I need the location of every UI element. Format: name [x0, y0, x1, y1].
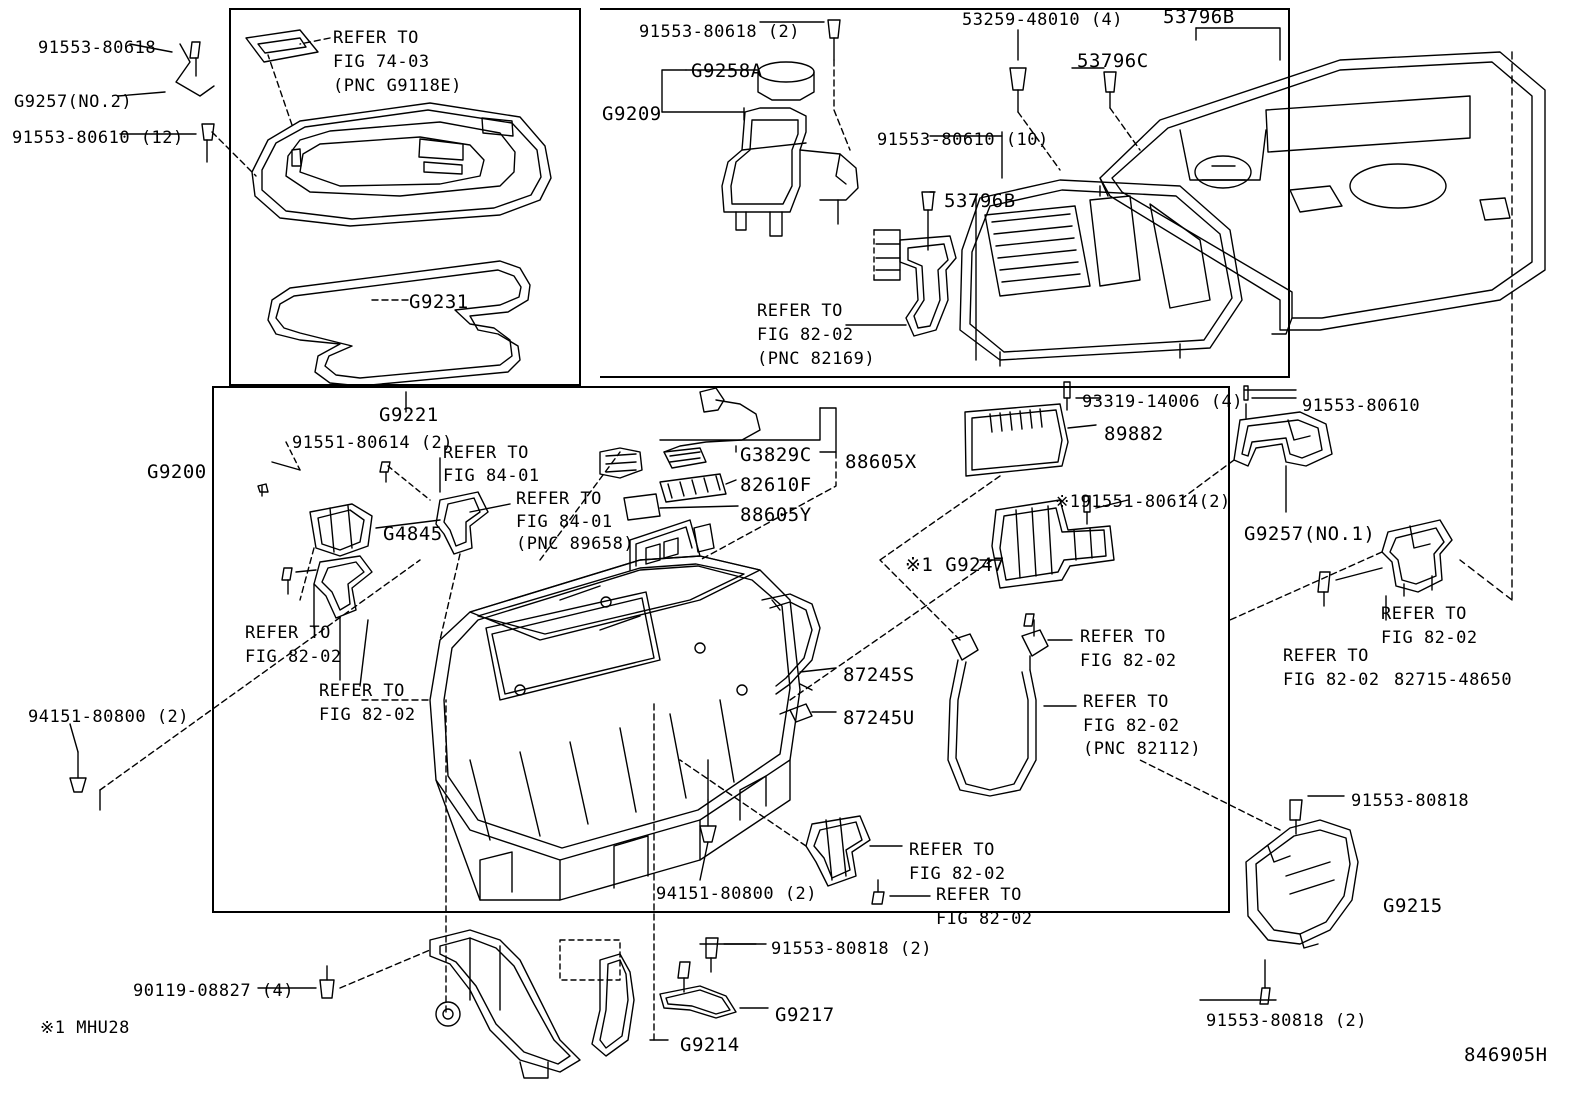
- label-53796b-top: 53796B: [1163, 6, 1235, 28]
- label-87245s: 87245S: [843, 664, 915, 686]
- label-90119-08827-4: 90119-08827 (4): [133, 981, 295, 1001]
- label-94151-80800-2-center: 94151-80800 (2): [656, 884, 818, 904]
- label-91551-80614-2: 91551-80614 (2): [292, 433, 454, 453]
- label-91553-80618-left: 91553-80618: [38, 38, 157, 58]
- label-refer-fig82-02-r1-line2: FIG 82-02: [1381, 628, 1478, 648]
- label-refer-82169-line2: FIG 82-02: [757, 325, 854, 345]
- label-refer-fig82-02-l1-line1: REFER TO: [245, 623, 331, 643]
- label-g4845: G4845: [383, 523, 443, 545]
- label-91553-80818-right: 91553-80818: [1351, 791, 1470, 811]
- label-g3829c: G3829C: [740, 444, 812, 466]
- label-g9231: G9231: [409, 291, 469, 313]
- label-91553-80610-right: 91553-80610: [1302, 396, 1421, 416]
- label-refer-fig82-02-r2-line2: FIG 82-02: [1283, 670, 1380, 690]
- label-refer-to-fig74-03-line2: FIG 74-03: [333, 52, 430, 72]
- label-refer-fig82-02-b1-line1: REFER TO: [909, 840, 995, 860]
- label-g9214: G9214: [680, 1034, 740, 1056]
- label-91553-80818-2-center: 91553-80818 (2): [771, 939, 933, 959]
- label-g9209: G9209: [602, 103, 662, 125]
- label-refer-fig84-01-b-line3: (PNC 89658): [516, 534, 635, 554]
- label-refer-fig84-01-a-line1: REFER TO: [443, 443, 529, 463]
- label-g9217: G9217: [775, 1004, 835, 1026]
- label-refer-82112-line3: (PNC 82112): [1083, 739, 1202, 759]
- label-g9215: G9215: [1383, 895, 1443, 917]
- label-refer-fig82-02-l1-line2: FIG 82-02: [245, 647, 342, 667]
- label-refer-82169-line1: REFER TO: [757, 301, 843, 321]
- label-91553-80610-10: 91553-80610 (10): [877, 130, 1049, 150]
- label-82715-48650: 82715-48650: [1394, 670, 1513, 690]
- label-g9257-no2: G9257(NO.2): [14, 92, 133, 112]
- label-g9200: G9200: [147, 461, 207, 483]
- label-refer-fig82-02-l2-line2: FIG 82-02: [319, 705, 416, 725]
- label-refer-82112-line2: FIG 82-02: [1083, 716, 1180, 736]
- label-refer-fig82-02-r2-line1: REFER TO: [1283, 646, 1369, 666]
- label-refer-fig82-02-c1-line1: REFER TO: [1080, 627, 1166, 647]
- figure-id: 846905H: [1464, 1044, 1548, 1066]
- label-refer-fig82-02-b2-line2: FIG 82-02: [936, 909, 1033, 929]
- label-91553-80610-12: 91553-80610 (12): [12, 128, 184, 148]
- label-53259-48010-4: 53259-48010 (4): [962, 10, 1124, 30]
- label-refer-82169-line3: (PNC 82169): [757, 349, 876, 369]
- label-refer-fig82-02-c1-line2: FIG 82-02: [1080, 651, 1177, 671]
- label-53796c: 53796C: [1077, 50, 1149, 72]
- label-g9247: ※1 G9247: [905, 554, 1005, 576]
- label-94151-80800-2-left: 94151-80800 (2): [28, 707, 190, 727]
- label-g9258a: G9258A: [691, 60, 763, 82]
- footnote-mhu28: ※1 MHU28: [40, 1018, 130, 1038]
- main-assembly-box: [212, 386, 1230, 913]
- label-refer-fig82-02-b2-line1: REFER TO: [936, 885, 1022, 905]
- label-refer-to-fig74-03-line1: REFER TO: [333, 28, 419, 48]
- label-refer-fig82-02-r1-line1: REFER TO: [1381, 604, 1467, 624]
- label-g9221: G9221: [379, 404, 439, 426]
- label-93319-14006-4: 93319-14006 (4): [1082, 392, 1244, 412]
- label-91553-80618-2: 91553-80618 (2): [639, 22, 801, 42]
- label-89882: 89882: [1104, 423, 1164, 445]
- label-refer-to-fig74-03-line3: (PNC G9118E): [333, 76, 462, 96]
- label-g9257-no1: G9257(NO.1): [1244, 523, 1376, 545]
- label-refer-fig84-01-a-line2: FIG 84-01: [443, 466, 540, 486]
- label-82610f: 82610F: [740, 474, 812, 496]
- label-88605x: 88605X: [845, 451, 917, 473]
- label-refer-fig84-01-b-line2: FIG 84-01: [516, 512, 613, 532]
- label-91551-80614-2-note: ※191551-80614(2): [1055, 492, 1231, 512]
- label-refer-82112-line1: REFER TO: [1083, 692, 1169, 712]
- label-refer-fig82-02-b1-line2: FIG 82-02: [909, 864, 1006, 884]
- label-refer-fig82-02-l2-line1: REFER TO: [319, 681, 405, 701]
- label-88605y: 88605Y: [740, 504, 812, 526]
- label-53796b-mid: 53796B: [944, 190, 1016, 212]
- label-91553-80818-2-bottomright: 91553-80818 (2): [1206, 1011, 1368, 1031]
- label-refer-fig84-01-b-line1: REFER TO: [516, 489, 602, 509]
- label-87245u: 87245U: [843, 707, 915, 729]
